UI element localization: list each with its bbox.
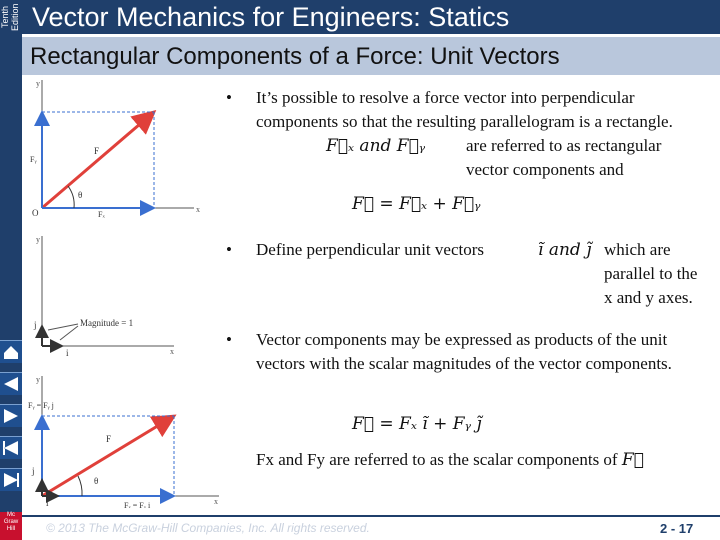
- eq-fx-fy: F⃗ₓ and F⃗ᵧ: [326, 136, 426, 156]
- copyright: © 2013 The McGraw-Hill Companies, Inc. All rights reserved.: [46, 521, 370, 535]
- last-icon[interactable]: [0, 468, 22, 491]
- left-nav-bar: [0, 34, 22, 540]
- bullet-2-continued: [226, 238, 706, 310]
- page-title: Vector Mechanics for Engineers: Statics: [32, 2, 510, 32]
- mid-i-label: i: [66, 348, 69, 358]
- bot-fxi-label: Fₓ = Fₓ i: [124, 501, 151, 508]
- bullet-2: • Define perpendicular unit vectors: [226, 240, 484, 259]
- next-icon[interactable]: [0, 404, 22, 427]
- bot-i-label: i: [46, 498, 49, 508]
- top-Fy-label: Fᵧ: [30, 155, 37, 164]
- eq-f-sum: F⃗ = F⃗ₓ + F⃗ᵧ: [352, 194, 481, 214]
- home-icon[interactable]: [0, 340, 22, 363]
- top-origin-label: O: [32, 208, 39, 218]
- top-Fx-label: Fₓ: [98, 210, 105, 219]
- top-y-label: y: [36, 79, 40, 88]
- mid-j-label: j: [34, 320, 37, 330]
- bullet-1-continued: [226, 134, 706, 182]
- prev-icon[interactable]: [0, 436, 22, 459]
- bot-x-label: x: [214, 497, 218, 506]
- bot-F-label: F: [106, 434, 112, 444]
- page-number: 2 - 17: [660, 521, 694, 536]
- page-subtitle: Rectangular Components of a Force: Unit Vectors: [30, 43, 560, 70]
- top-F-label: F: [94, 146, 100, 156]
- scalar-sentence: [256, 448, 716, 472]
- bot-theta-label: θ: [94, 476, 99, 486]
- force-diagrams: [24, 78, 224, 508]
- mcgraw-hill-logo: Mc Graw Hill: [0, 512, 22, 540]
- top-x-label: x: [196, 205, 200, 214]
- bullet-2-text-a: Define perpendicular unit vectors: [256, 240, 484, 259]
- bullet-1: • It’s possible to resolve a force vector into perpendicular components so that the resulting parallelogram is a rectangle.: [226, 88, 673, 131]
- eq-f: F⃗: [621, 450, 644, 470]
- eq-unit-vectors: ĩ and j̃: [538, 240, 592, 260]
- mid-y-label: y: [36, 235, 40, 244]
- mid-magnitude-label: Magnitude = 1: [80, 318, 134, 328]
- footer-rule: [22, 515, 720, 517]
- bullet-3-text: Vector components may be expressed as products of the unit vectors with the scalar magnitudes of the vector components.: [256, 330, 672, 373]
- edition-label: Tenth Edition: [0, 3, 20, 31]
- bot-j-label: j: [32, 466, 35, 476]
- bot-fyj-label: Fᵧ = Fᵧ j: [28, 401, 54, 410]
- bullet-1-text-b: are referred to as rectangular vector components and: [466, 136, 662, 179]
- bot-y-label: y: [36, 375, 40, 384]
- bullet-1-text: It’s possible to resolve a force vector into perpendicular components so that the resulting parallelogram is a rectangle.: [256, 88, 673, 131]
- bullet-2-text-b: which are parallel to the x and y axes.: [604, 240, 698, 307]
- top-theta-label: θ: [78, 190, 83, 200]
- eq-f-unit: F⃗ = Fₓ ĩ + Fᵧ j̃: [352, 414, 482, 434]
- scalar-sentence-text: Fx and Fy are referred to as the scalar components of: [256, 450, 618, 469]
- first-icon[interactable]: [0, 372, 22, 395]
- mid-x-label: x: [170, 347, 174, 356]
- bullet-3: • Vector components may be expressed as products of the unit vectors with the scalar magnitudes of the vector components.: [226, 330, 672, 373]
